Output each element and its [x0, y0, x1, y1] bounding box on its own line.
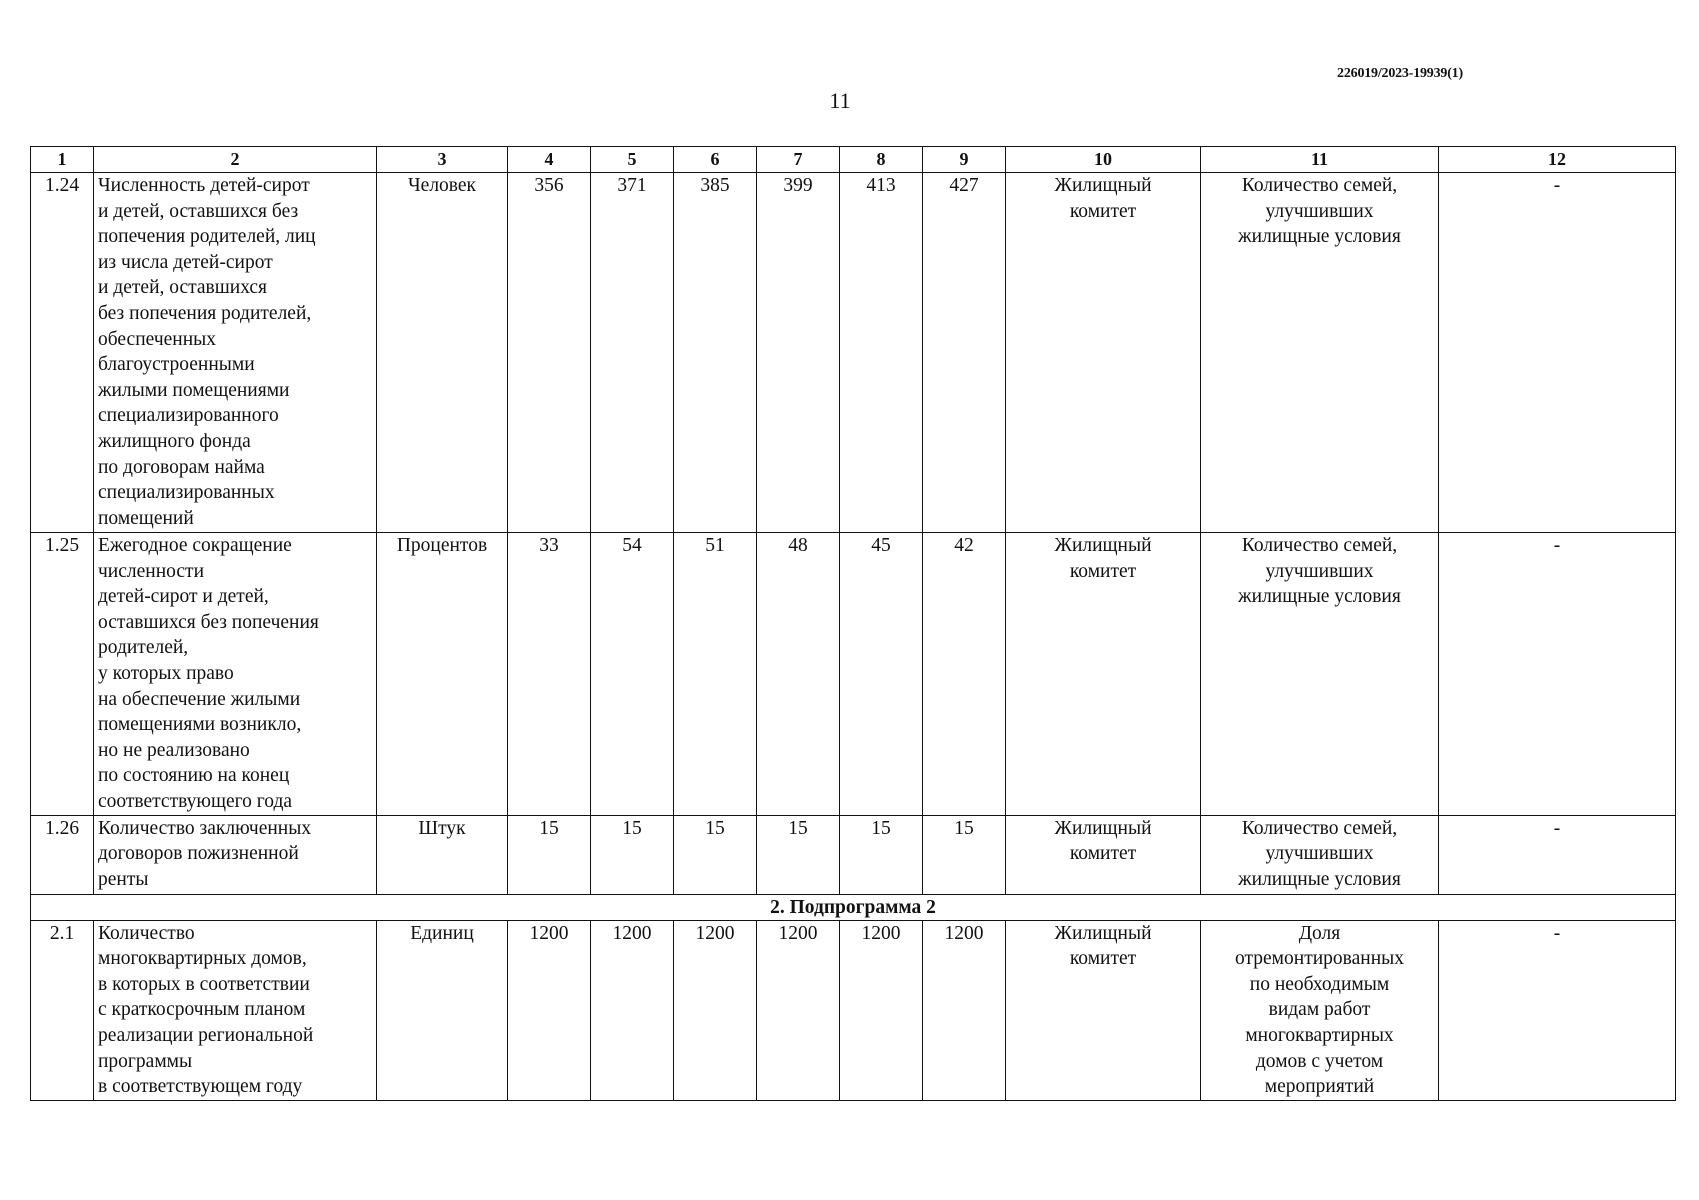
table-row — [31, 173, 1676, 533]
unit-of-measure: Человек — [377, 173, 508, 533]
value-col-4: 356 — [508, 173, 591, 533]
section-title: 2. Подпрограмма 2 — [31, 894, 1676, 920]
value-col-6: 385 — [674, 173, 757, 533]
column-header-2: 2 — [94, 147, 377, 173]
indicators-table — [30, 146, 1676, 1101]
table-header-row — [31, 147, 1676, 173]
value-col-6: 15 — [674, 815, 757, 894]
note: - — [1439, 173, 1676, 533]
linked-indicator: Количество семей, улучшивших жилищные условия — [1201, 815, 1439, 894]
column-header-8: 8 — [840, 147, 923, 173]
value-col-5: 15 — [591, 815, 674, 894]
value-col-6: 1200 — [674, 920, 757, 1100]
column-header-4: 4 — [508, 147, 591, 173]
value-col-8: 15 — [840, 815, 923, 894]
value-col-9: 42 — [923, 533, 1006, 816]
row-number: 1.25 — [31, 533, 94, 816]
row-number: 1.24 — [31, 173, 94, 533]
note: - — [1439, 815, 1676, 894]
column-header-9: 9 — [923, 147, 1006, 173]
value-col-7: 399 — [757, 173, 840, 533]
indicator-description: Численность детей-сирот и детей, оставшихся без попечения родителей, лиц из числа детей-сирот и детей, оставшихся без попечения родителей, обеспеченных благоустроенными жилыми помещениями специализированного жилищного фонда по договорам найма специализированных помещений — [94, 173, 377, 533]
unit-of-measure: Штук — [377, 815, 508, 894]
responsible-body: Жилищный комитет — [1006, 815, 1201, 894]
value-col-7: 15 — [757, 815, 840, 894]
indicator-description: Количество заключенных договоров пожизненной ренты — [94, 815, 377, 894]
value-col-9: 427 — [923, 173, 1006, 533]
table-row — [31, 815, 1676, 894]
note: - — [1439, 920, 1676, 1100]
row-number: 2.1 — [31, 920, 94, 1100]
page-number: 11 — [829, 88, 851, 113]
table-row — [31, 533, 1676, 816]
row-number: 1.26 — [31, 815, 94, 894]
unit-of-measure: Единиц — [377, 920, 508, 1100]
value-col-5: 54 — [591, 533, 674, 816]
indicator-description: Ежегодное сокращение численности детей-сирот и детей, оставшихся без попечения родителей, у которых право на обеспечение жилыми помещениями возникло, но не реализовано по состоянию на конец соответствующего года — [94, 533, 377, 816]
column-header-6: 6 — [674, 147, 757, 173]
responsible-body: Жилищный комитет — [1006, 533, 1201, 816]
linked-indicator: Доля отремонтированных по необходимым видам работ многоквартирных домов с учетом мероприятий — [1201, 920, 1439, 1100]
value-col-8: 1200 — [840, 920, 923, 1100]
value-col-4: 1200 — [508, 920, 591, 1100]
value-col-5: 1200 — [591, 920, 674, 1100]
note: - — [1439, 533, 1676, 816]
value-col-4: 33 — [508, 533, 591, 816]
column-header-12: 12 — [1439, 147, 1676, 173]
column-header-5: 5 — [591, 147, 674, 173]
responsible-body: Жилищный комитет — [1006, 920, 1201, 1100]
value-col-8: 413 — [840, 173, 923, 533]
column-header-3: 3 — [377, 147, 508, 173]
value-col-4: 15 — [508, 815, 591, 894]
document-id: 226019/2023-19939(1) — [1337, 66, 1463, 81]
value-col-9: 1200 — [923, 920, 1006, 1100]
indicator-description: Количество многоквартирных домов, в которых в соответствии с краткосрочным планом реализации региональной программы в соответствующем году — [94, 920, 377, 1100]
linked-indicator: Количество семей, улучшивших жилищные условия — [1201, 173, 1439, 533]
linked-indicator: Количество семей, улучшивших жилищные условия — [1201, 533, 1439, 816]
column-header-1: 1 — [31, 147, 94, 173]
table-row — [31, 920, 1676, 1100]
unit-of-measure: Процентов — [377, 533, 508, 816]
column-header-11: 11 — [1201, 147, 1439, 173]
value-col-7: 48 — [757, 533, 840, 816]
value-col-5: 371 — [591, 173, 674, 533]
value-col-9: 15 — [923, 815, 1006, 894]
column-header-7: 7 — [757, 147, 840, 173]
value-col-8: 45 — [840, 533, 923, 816]
column-header-10: 10 — [1006, 147, 1201, 173]
section-header-row — [31, 894, 1676, 920]
value-col-6: 51 — [674, 533, 757, 816]
value-col-7: 1200 — [757, 920, 840, 1100]
responsible-body: Жилищный комитет — [1006, 173, 1201, 533]
